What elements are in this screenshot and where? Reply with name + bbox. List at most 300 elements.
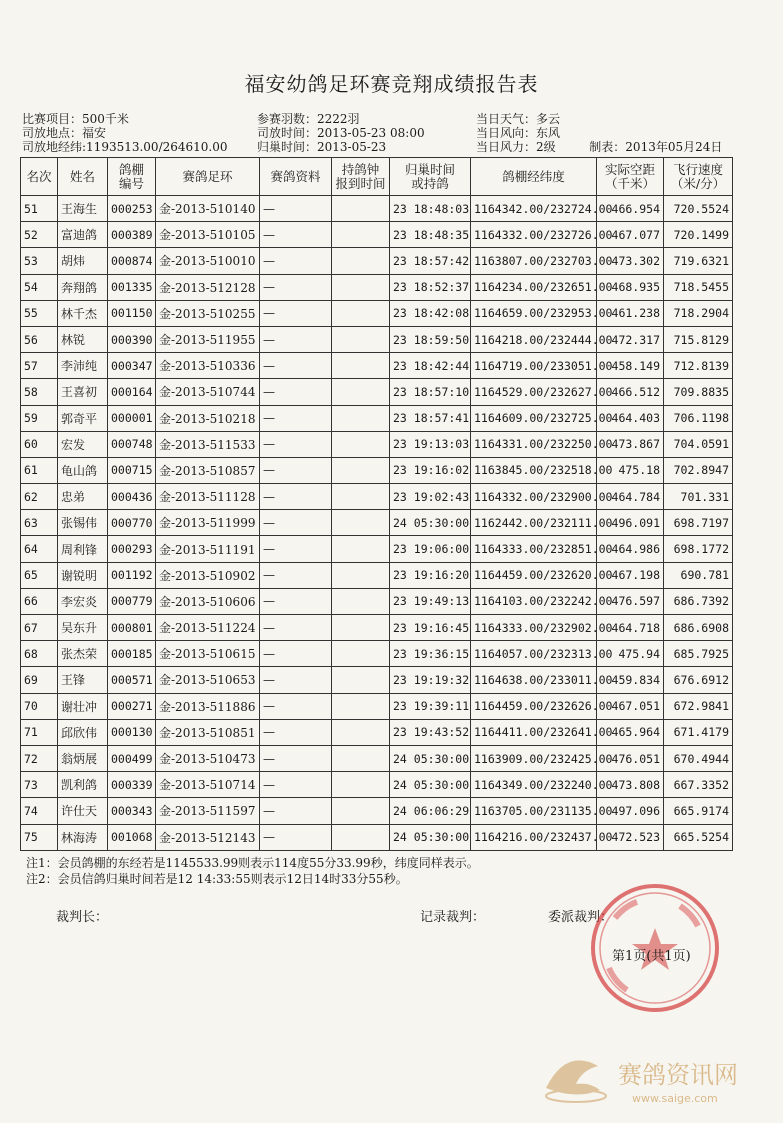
- cell-speed: 715.8129: [664, 326, 733, 352]
- note-2: 注2：会员信鸽归巢时间若是12 14:33:55则表示12日14时33分55秒。: [26, 872, 408, 886]
- cell-speed: 720.1499: [664, 222, 733, 248]
- cell-distance: 458.149: [597, 353, 664, 379]
- cell-speed: 686.6908: [664, 615, 733, 641]
- cell-loft-id: 001335: [108, 274, 156, 300]
- cell-info: —: [260, 379, 332, 405]
- wind-force: 当日风力：2级: [476, 140, 556, 154]
- cell-info: —: [260, 641, 332, 667]
- cell-distance: 496.091: [597, 510, 664, 536]
- note-1: 注1：会员鸽棚的东经若是1145533.99则表示114度55分33.99秒，纬度同样表示。: [26, 856, 479, 870]
- cell-speed: 718.2904: [664, 300, 733, 326]
- cell-info: —: [260, 510, 332, 536]
- cell-rank: 51: [21, 196, 58, 222]
- cell-return-time: 23 18:42:08: [390, 300, 471, 326]
- cell-ring: 金-2013-510857: [156, 457, 260, 483]
- results-table: [20, 157, 733, 851]
- cell-name: 李宏炎: [58, 588, 108, 614]
- cell-info: —: [260, 248, 332, 274]
- cell-clock-time: [332, 248, 390, 274]
- cell-loft-id: 001068: [108, 824, 156, 850]
- cell-distance: 497.096: [597, 798, 664, 824]
- cell-return-time: 23 19:43:52: [390, 719, 471, 745]
- cell-name: 张锡伟: [58, 510, 108, 536]
- cell-name: 郭奇平: [58, 405, 108, 431]
- cell-distance: 472.523: [597, 824, 664, 850]
- meta-column-2: [257, 112, 425, 154]
- cell-rank: 52: [21, 222, 58, 248]
- cell-coordinates: 1164459.00/232626.00: [471, 693, 597, 719]
- cell-name: 林锐: [58, 326, 108, 352]
- table-row: [21, 588, 733, 614]
- cell-loft-id: 000343: [108, 798, 156, 824]
- cell-rank: 64: [21, 536, 58, 562]
- cell-loft-id: 000715: [108, 457, 156, 483]
- cell-info: —: [260, 274, 332, 300]
- header-clock-time: 持鸽钟 报到时间: [332, 158, 390, 196]
- cell-speed: 665.5254: [664, 824, 733, 850]
- cell-rank: 69: [21, 667, 58, 693]
- chief-judge-label: 裁判长：: [56, 910, 109, 925]
- release-time: 司放时间：2013-05-23 08:00: [257, 126, 425, 140]
- cell-ring: 金-2013-511597: [156, 798, 260, 824]
- cell-ring: 金-2013-510336: [156, 353, 260, 379]
- cell-return-time: 23 19:16:20: [390, 562, 471, 588]
- cell-info: —: [260, 562, 332, 588]
- cell-coordinates: 1164234.00/232651.00: [471, 274, 597, 300]
- table-row: [21, 353, 733, 379]
- cell-info: —: [260, 457, 332, 483]
- table-row: [21, 405, 733, 431]
- cell-name: 谢锐明: [58, 562, 108, 588]
- cell-coordinates: 1163705.00/231135.00: [471, 798, 597, 824]
- table-row: [21, 196, 733, 222]
- cell-speed: 698.1772: [664, 536, 733, 562]
- cell-clock-time: [332, 196, 390, 222]
- cell-loft-id: 000271: [108, 693, 156, 719]
- cell-distance: 473.867: [597, 431, 664, 457]
- table-row: [21, 222, 733, 248]
- cell-distance: 476.597: [597, 588, 664, 614]
- wind-force-row: [476, 140, 722, 154]
- header-return-time: 归巢时间 或持鸽: [390, 158, 471, 196]
- cell-info: —: [260, 798, 332, 824]
- cell-info: —: [260, 431, 332, 457]
- cell-loft-id: 000801: [108, 615, 156, 641]
- cell-info: —: [260, 693, 332, 719]
- cell-name: 富迪鸽: [58, 222, 108, 248]
- cell-loft-id: 000389: [108, 222, 156, 248]
- cell-coordinates: 1164659.00/232953.00: [471, 300, 597, 326]
- cell-coordinates: 1164332.00/232900.00: [471, 484, 597, 510]
- entry-count: 参赛羽数：2222羽: [257, 112, 360, 126]
- cell-speed: 706.1198: [664, 405, 733, 431]
- header-speed: 飞行速度 （米/分）: [664, 158, 733, 196]
- table-row: [21, 745, 733, 771]
- cell-return-time: 23 18:57:42: [390, 248, 471, 274]
- cell-clock-time: [332, 457, 390, 483]
- cell-distance: 465.964: [597, 719, 664, 745]
- cell-rank: 61: [21, 457, 58, 483]
- cell-return-time: 24 05:30:00: [390, 745, 471, 771]
- cell-rank: 75: [21, 824, 58, 850]
- cell-loft-id: 000770: [108, 510, 156, 536]
- header-info: 赛鸽资料: [260, 158, 332, 196]
- cell-info: —: [260, 536, 332, 562]
- cell-return-time: 23 19:39:11: [390, 693, 471, 719]
- cell-info: —: [260, 615, 332, 641]
- cell-distance: 468.935: [597, 274, 664, 300]
- table-row: [21, 274, 733, 300]
- cell-distance: 473.302: [597, 248, 664, 274]
- header-distance: 实际空距 （千米）: [597, 158, 664, 196]
- cell-speed: 671.4179: [664, 719, 733, 745]
- cell-coordinates: 1164529.00/232627.00: [471, 379, 597, 405]
- table-row: [21, 798, 733, 824]
- weather: 当日天气：多云: [476, 112, 561, 126]
- cell-coordinates: 1162442.00/232111.00: [471, 510, 597, 536]
- cell-name: 李沛纯: [58, 353, 108, 379]
- cell-info: —: [260, 196, 332, 222]
- meta-column-1: [22, 112, 228, 154]
- cell-rank: 58: [21, 379, 58, 405]
- cell-distance: 467.051: [597, 693, 664, 719]
- cell-ring: 金-2013-510714: [156, 772, 260, 798]
- cell-return-time: 23 19:02:43: [390, 484, 471, 510]
- cell-clock-time: [332, 615, 390, 641]
- table-row: [21, 536, 733, 562]
- cell-info: —: [260, 667, 332, 693]
- cell-name: 邱欣伟: [58, 719, 108, 745]
- cell-coordinates: 1164719.00/233051.00: [471, 353, 597, 379]
- cell-loft-id: 000499: [108, 745, 156, 771]
- cell-speed: 690.781: [664, 562, 733, 588]
- cell-loft-id: 000001: [108, 405, 156, 431]
- cell-rank: 62: [21, 484, 58, 510]
- cell-distance: 459.834: [597, 667, 664, 693]
- cell-rank: 70: [21, 693, 58, 719]
- page-number: 第1页(共1页): [612, 949, 691, 964]
- cell-return-time: 23 18:42:44: [390, 353, 471, 379]
- cell-name: 许仕天: [58, 798, 108, 824]
- cell-name: 凯利鸽: [58, 772, 108, 798]
- cell-info: —: [260, 484, 332, 510]
- cell-speed: 672.9841: [664, 693, 733, 719]
- table-header-row: [21, 158, 733, 196]
- cell-name: 奔翔鸽: [58, 274, 108, 300]
- cell-loft-id: 000390: [108, 326, 156, 352]
- cell-coordinates: 1164332.00/232726.00: [471, 222, 597, 248]
- cell-speed: 704.0591: [664, 431, 733, 457]
- cell-return-time: 23 19:13:03: [390, 431, 471, 457]
- recorder-judge-label: 记录裁判：: [420, 910, 486, 925]
- cell-loft-id: 000571: [108, 667, 156, 693]
- cell-ring: 金-2013-511533: [156, 431, 260, 457]
- cell-name: 张杰荣: [58, 641, 108, 667]
- cell-clock-time: [332, 431, 390, 457]
- table-row: [21, 667, 733, 693]
- cell-return-time: 23 18:59:50: [390, 326, 471, 352]
- wind-direction: 当日风向：东风: [476, 126, 561, 140]
- table-row: [21, 615, 733, 641]
- cell-name: 王锋: [58, 667, 108, 693]
- cell-loft-id: 000130: [108, 719, 156, 745]
- cell-rank: 55: [21, 300, 58, 326]
- cell-return-time: 24 05:30:00: [390, 510, 471, 536]
- cell-speed: 718.5455: [664, 274, 733, 300]
- cell-clock-time: [332, 772, 390, 798]
- cell-info: —: [260, 353, 332, 379]
- cell-name: 胡炜: [58, 248, 108, 274]
- cell-loft-id: 000748: [108, 431, 156, 457]
- table-row: [21, 379, 733, 405]
- cell-info: —: [260, 326, 332, 352]
- cell-distance: 475.94: [597, 641, 664, 667]
- race-item: 比赛项目：500千米: [22, 112, 129, 126]
- cell-clock-time: [332, 405, 390, 431]
- cell-ring: 金-2013-510010: [156, 248, 260, 274]
- cell-loft-id: 000436: [108, 484, 156, 510]
- cell-ring: 金-2013-510744: [156, 379, 260, 405]
- cell-distance: 464.986: [597, 536, 664, 562]
- cell-return-time: 23 19:06:00: [390, 536, 471, 562]
- cell-clock-time: [332, 719, 390, 745]
- report-title: 福安幼鸽足环赛竞翔成绩报告表: [244, 72, 539, 96]
- table-row: [21, 719, 733, 745]
- cell-clock-time: [332, 353, 390, 379]
- cell-rank: 74: [21, 798, 58, 824]
- cell-loft-id: 000164: [108, 379, 156, 405]
- cell-loft-id: 000347: [108, 353, 156, 379]
- cell-speed: 698.7197: [664, 510, 733, 536]
- cell-rank: 68: [21, 641, 58, 667]
- cell-name: 龟山鸽: [58, 457, 108, 483]
- cell-coordinates: 1163845.00/232518.00: [471, 457, 597, 483]
- cell-coordinates: 1164331.00/232250.00: [471, 431, 597, 457]
- table-row: [21, 772, 733, 798]
- cell-rank: 59: [21, 405, 58, 431]
- cell-info: —: [260, 300, 332, 326]
- table-row: [21, 300, 733, 326]
- cell-clock-time: [332, 222, 390, 248]
- cell-speed: 670.4944: [664, 745, 733, 771]
- cell-return-time: 23 18:52:37: [390, 274, 471, 300]
- cell-name: 吴东升: [58, 615, 108, 641]
- cell-name: 忠弟: [58, 484, 108, 510]
- cell-clock-time: [332, 536, 390, 562]
- cell-name: 林海涛: [58, 824, 108, 850]
- cell-name: 王喜初: [58, 379, 108, 405]
- cell-rank: 54: [21, 274, 58, 300]
- watermark-url: www.saige.com: [632, 1092, 718, 1105]
- cell-name: 林千杰: [58, 300, 108, 326]
- cell-distance: 466.512: [597, 379, 664, 405]
- cell-coordinates: 1164103.00/232242.00: [471, 588, 597, 614]
- cell-loft-id: 001150: [108, 300, 156, 326]
- meta-column-3: [476, 112, 722, 154]
- cell-return-time: 23 18:48:35: [390, 222, 471, 248]
- return-time: 归巢时间：2013-05-23: [257, 140, 387, 154]
- cell-coordinates: 1164349.00/232240.00: [471, 772, 597, 798]
- cell-clock-time: [332, 588, 390, 614]
- cell-return-time: 23 19:49:13: [390, 588, 471, 614]
- table-row: [21, 510, 733, 536]
- cell-distance: 473.808: [597, 772, 664, 798]
- cell-ring: 金-2013-510140: [156, 196, 260, 222]
- cell-speed: 702.8947: [664, 457, 733, 483]
- cell-distance: 466.954: [597, 196, 664, 222]
- table-row: [21, 693, 733, 719]
- cell-ring: 金-2013-510255: [156, 300, 260, 326]
- release-coordinates: 司放地经纬:1193513.00/264610.00: [22, 140, 228, 154]
- cell-return-time: 24 05:30:00: [390, 824, 471, 850]
- cell-return-time: 23 19:36:15: [390, 641, 471, 667]
- watermark-text: 赛鸽资讯网: [618, 1061, 738, 1089]
- cell-clock-time: [332, 798, 390, 824]
- cell-clock-time: [332, 326, 390, 352]
- cell-distance: 467.198: [597, 562, 664, 588]
- cell-rank: 67: [21, 615, 58, 641]
- cell-coordinates: 1164342.00/232724.00: [471, 196, 597, 222]
- table-row: [21, 457, 733, 483]
- cell-ring: 金-2013-510218: [156, 405, 260, 431]
- cell-ring: 金-2013-511128: [156, 484, 260, 510]
- cell-rank: 72: [21, 745, 58, 771]
- cell-distance: 476.051: [597, 745, 664, 771]
- cell-distance: 461.238: [597, 300, 664, 326]
- cell-return-time: 24 05:30:00: [390, 772, 471, 798]
- cell-coordinates: 1163909.00/232425.00: [471, 745, 597, 771]
- cell-return-time: 24 06:06:29: [390, 798, 471, 824]
- cell-speed: 665.9174: [664, 798, 733, 824]
- cell-loft-id: 000185: [108, 641, 156, 667]
- cell-loft-id: 000253: [108, 196, 156, 222]
- table-row: [21, 248, 733, 274]
- cell-loft-id: 000339: [108, 772, 156, 798]
- cell-ring: 金-2013-511191: [156, 536, 260, 562]
- cell-rank: 53: [21, 248, 58, 274]
- cell-distance: 472.317: [597, 326, 664, 352]
- table-row: [21, 562, 733, 588]
- cell-ring: 金-2013-510105: [156, 222, 260, 248]
- cell-info: —: [260, 719, 332, 745]
- cell-coordinates: 1164218.00/232444.00: [471, 326, 597, 352]
- cell-clock-time: [332, 641, 390, 667]
- cell-return-time: 23 18:57:41: [390, 405, 471, 431]
- cell-distance: 464.718: [597, 615, 664, 641]
- cell-clock-time: [332, 667, 390, 693]
- cell-ring: 金-2013-510615: [156, 641, 260, 667]
- cell-return-time: 23 18:48:03: [390, 196, 471, 222]
- cell-name: 谢壮冲: [58, 693, 108, 719]
- notes: [26, 855, 479, 887]
- table-row: [21, 824, 733, 850]
- cell-ring: 金-2013-510653: [156, 667, 260, 693]
- table-row: [21, 326, 733, 352]
- cell-name: 宏发: [58, 431, 108, 457]
- cell-speed: 686.7392: [664, 588, 733, 614]
- cell-coordinates: 1164057.00/232313.00: [471, 641, 597, 667]
- header-coordinates: 鸽棚经纬度: [471, 158, 597, 196]
- cell-clock-time: [332, 274, 390, 300]
- cell-clock-time: [332, 379, 390, 405]
- cell-clock-time: [332, 510, 390, 536]
- cell-ring: 金-2013-510473: [156, 745, 260, 771]
- cell-info: —: [260, 222, 332, 248]
- cell-ring: 金-2013-511224: [156, 615, 260, 641]
- made-date: 制表：2013年05月24日: [589, 140, 723, 154]
- cell-speed: 720.5524: [664, 196, 733, 222]
- cell-return-time: 23 19:16:45: [390, 615, 471, 641]
- cell-rank: 71: [21, 719, 58, 745]
- cell-coordinates: 1163807.00/232703.00: [471, 248, 597, 274]
- cell-rank: 63: [21, 510, 58, 536]
- cell-loft-id: 001192: [108, 562, 156, 588]
- table-row: [21, 431, 733, 457]
- cell-clock-time: [332, 484, 390, 510]
- cell-info: —: [260, 824, 332, 850]
- cell-rank: 65: [21, 562, 58, 588]
- cell-rank: 60: [21, 431, 58, 457]
- cell-distance: 464.403: [597, 405, 664, 431]
- cell-rank: 66: [21, 588, 58, 614]
- cell-ring: 金-2013-512143: [156, 824, 260, 850]
- cell-clock-time: [332, 745, 390, 771]
- cell-ring: 金-2013-512128: [156, 274, 260, 300]
- header-name: 姓名: [58, 158, 108, 196]
- cell-return-time: 23 19:16:02: [390, 457, 471, 483]
- cell-clock-time: [332, 562, 390, 588]
- cell-distance: 467.077: [597, 222, 664, 248]
- cell-ring: 金-2013-510851: [156, 719, 260, 745]
- cell-loft-id: 000293: [108, 536, 156, 562]
- cell-speed: 701.331: [664, 484, 733, 510]
- cell-speed: 685.7925: [664, 641, 733, 667]
- cell-distance: 475.18: [597, 457, 664, 483]
- cell-coordinates: 1164333.00/232902.00: [471, 615, 597, 641]
- cell-clock-time: [332, 824, 390, 850]
- cell-loft-id: 000779: [108, 588, 156, 614]
- cell-info: —: [260, 745, 332, 771]
- delegate-judge-label: 委派裁判：: [548, 910, 614, 925]
- cell-speed: 709.8835: [664, 379, 733, 405]
- cell-coordinates: 1164216.00/232437.00: [471, 824, 597, 850]
- cell-rank: 56: [21, 326, 58, 352]
- cell-distance: 464.784: [597, 484, 664, 510]
- cell-speed: 676.6912: [664, 667, 733, 693]
- cell-rank: 57: [21, 353, 58, 379]
- cell-ring: 金-2013-510606: [156, 588, 260, 614]
- cell-loft-id: 000874: [108, 248, 156, 274]
- cell-coordinates: 1164459.00/232620.00: [471, 562, 597, 588]
- cell-info: —: [260, 405, 332, 431]
- cell-ring: 金-2013-511955: [156, 326, 260, 352]
- cell-return-time: 23 19:19:32: [390, 667, 471, 693]
- cell-ring: 金-2013-511886: [156, 693, 260, 719]
- cell-coordinates: 1164411.00/232641.00: [471, 719, 597, 745]
- cell-rank: 73: [21, 772, 58, 798]
- cell-speed: 667.3352: [664, 772, 733, 798]
- release-location: 司放地点：福安: [22, 126, 107, 140]
- cell-info: —: [260, 772, 332, 798]
- cell-coordinates: 1164333.00/232851.00: [471, 536, 597, 562]
- cell-return-time: 23 18:57:10: [390, 379, 471, 405]
- cell-info: —: [260, 588, 332, 614]
- cell-coordinates: 1164609.00/232725.00: [471, 405, 597, 431]
- cell-speed: 719.6321: [664, 248, 733, 274]
- cell-ring: 金-2013-510902: [156, 562, 260, 588]
- cell-coordinates: 1164638.00/233011.00: [471, 667, 597, 693]
- saige-watermark-logo: [538, 1038, 748, 1113]
